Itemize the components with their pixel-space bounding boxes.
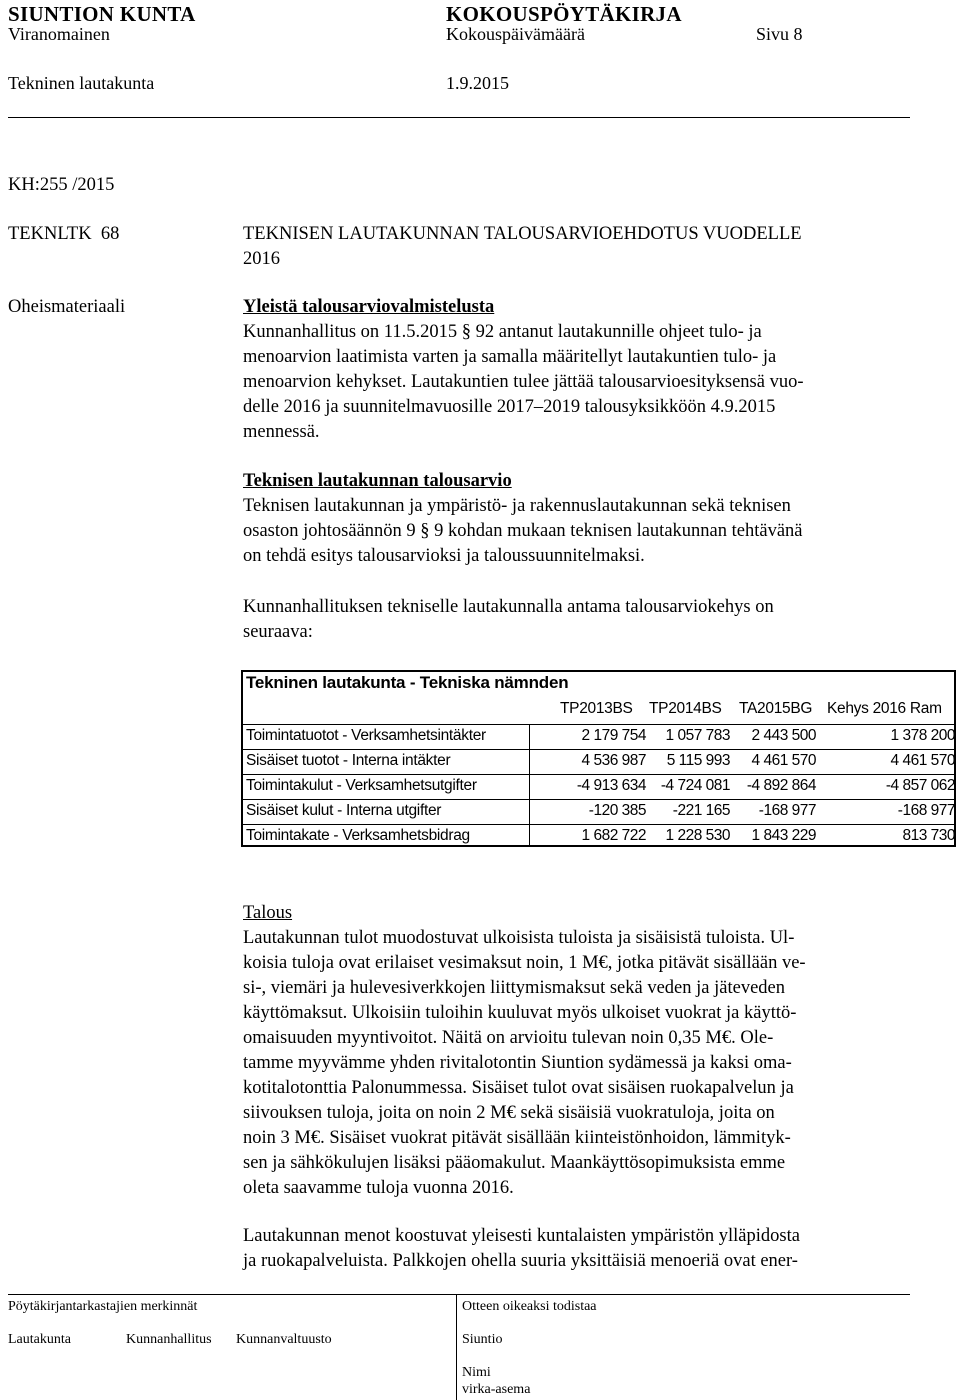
section-technical-board-budget	[243, 469, 903, 569]
position-label: virka-asema	[462, 1382, 531, 1397]
cell-value: 1 057 783	[665, 727, 730, 744]
municipality-name: SIUNTION KUNTA	[8, 2, 196, 26]
cell-value: 5 115 993	[666, 752, 730, 769]
column-header: TP2014BS	[649, 700, 722, 717]
page-number: Sivu 8	[756, 24, 803, 44]
paragraph-line: siivouksen tuloja, joita on noin 2 M€ sekä sisäisiä vuokratuloja, joita on	[243, 1103, 775, 1123]
header-divider	[8, 117, 910, 118]
authority-label: Viranomainen	[8, 24, 110, 44]
footer-column-divider	[456, 1295, 457, 1400]
section-heading: Yleistä talousarviovalmistelusta	[243, 297, 495, 317]
cell-value: 1 682 722	[581, 827, 646, 844]
paragraph-line: omaisuuden myyntivoitot. Näitä on arvioitu tulevan noin 0,35 M€. Ole-	[243, 1028, 774, 1048]
table-title: Tekninen lautakunta - Tekniska nämnden	[246, 673, 569, 692]
cell-value: 1 843 229	[751, 827, 816, 844]
paragraph-line: menoarvion laatimista varten ja samalla määritellyt lautakuntien tulo- ja	[243, 347, 777, 367]
cell-value: -4 857 062	[885, 777, 955, 794]
certified-copy-heading: Otteen oikeaksi todistaa	[462, 1299, 597, 1314]
name-label: Nimi	[462, 1365, 491, 1380]
meeting-date-label: Kokouspäivämäärä	[446, 24, 585, 44]
section-finances	[243, 901, 903, 1201]
cell-value: 4 461 570	[751, 752, 816, 769]
footer-divider	[8, 1294, 910, 1295]
paragraph-line: delle 2016 ja suunnitelmavuosille 2017–2019 talousyksikköön 4.9.2015	[243, 397, 776, 417]
cell-value: 1 378 200	[890, 727, 955, 744]
column-header: Kehys 2016 Ram	[827, 700, 942, 717]
cell-value: 1 228 530	[665, 827, 730, 844]
paragraph-line: menoarvion kehykset. Lautakuntien tulee jättää talousarvioesityksensä vuo-	[243, 372, 804, 392]
paragraph-line: osaston johtosäännön 9 § 9 kohdan mukaan teknisen lautakunnan tehtävänä	[243, 521, 803, 541]
meeting-date: 1.9.2015	[446, 73, 509, 93]
table-row	[243, 750, 956, 775]
paragraph-line: tamme myyvämme yhden rivitalotontin Siuntion sydämessä ja kaksi oma-	[243, 1053, 792, 1073]
certification-place: Siuntio	[462, 1332, 503, 1347]
paragraph-line: Lautakunnan tulot muodostuvat ulkoisista tuloista ja sisäisistä tuloista. Ul-	[243, 928, 795, 948]
table-row	[243, 775, 956, 800]
footer-org-board: Lautakunta	[8, 1332, 71, 1347]
section-heading: Talous	[243, 903, 293, 923]
agenda-title-line: 2016	[243, 249, 280, 269]
agenda-title-line: TEKNISEN LAUTAKUNNAN TALOUSARVIOEHDOTUS VUODELLE	[243, 224, 802, 244]
cell-value: 2 179 754	[581, 727, 646, 744]
paragraph-line: ja ruokapalveluista. Palkkojen ohella suuria yksittäisiä menoeriä ovat ener-	[243, 1251, 798, 1271]
paragraph-line: Lautakunnan menot koostuvat yleisesti kuntalaisten ympäristön ylläpidosta	[243, 1226, 800, 1246]
paragraph-line: Kunnanhallitus on 11.5.2015 § 92 antanut lautakunnille ohjeet tulo- ja	[243, 322, 762, 342]
paragraph-line: seuraava:	[243, 622, 313, 642]
cell-value: -4 724 081	[660, 777, 730, 794]
kh-reference: KH:255 /2015	[8, 175, 115, 195]
cell-value: -4 913 634	[576, 777, 646, 794]
reviewers-notes-heading: Pöytäkirjantarkastajien merkinnät	[8, 1299, 198, 1314]
column-header: TP2013BS	[560, 700, 633, 717]
section-heading: Teknisen lautakunnan talousarvio	[243, 471, 512, 491]
table-row	[243, 725, 956, 750]
agenda-title	[243, 222, 903, 272]
cell-value: -221 165	[672, 802, 730, 819]
cell-value: -4 892 864	[746, 777, 816, 794]
document-type: KOKOUSPÖYTÄKIRJA	[446, 2, 682, 26]
table-row	[243, 825, 956, 850]
footer-org-council-board: Kunnanhallitus	[126, 1332, 212, 1347]
footer-org-council: Kunnanvaltuusto	[236, 1332, 332, 1347]
section-general-budget	[243, 295, 903, 445]
cell-value: 813 730	[902, 827, 955, 844]
attachments-label: Oheismateriaali	[8, 297, 126, 317]
cell-value: 4 461 570	[890, 752, 955, 769]
teknltk-reference: TEKNLTK 68	[8, 224, 120, 244]
paragraph-line: käyttömaksut. Ulkoisiin tuloihin kuuluvat myös ulkoiset vuokrat ja käyttö-	[243, 1003, 797, 1023]
section-expenses	[243, 1224, 903, 1274]
budget-framework-table	[241, 670, 956, 847]
paragraph-line: sen ja sähkökulujen lisäksi pääomakulut. Maankäyttösopimuksista emme	[243, 1153, 786, 1173]
authority-name: Tekninen lautakunta	[8, 73, 155, 93]
section-framework-intro	[243, 595, 903, 645]
row-label: Toimintatuotot - Verksamhetsintäkter	[246, 727, 486, 744]
column-header: TA2015BG	[739, 700, 813, 717]
cell-value: 4 536 987	[581, 752, 646, 769]
cell-value: -120 385	[588, 802, 646, 819]
cell-value: 2 443 500	[751, 727, 816, 744]
paragraph-line: mennessä.	[243, 422, 320, 442]
cell-value: -168 977	[758, 802, 816, 819]
paragraph-line: koisia tuloja ovat erilaiset vesimaksut noin, 1 M€, jotka pitävät sisällään ve-	[243, 953, 806, 973]
row-label: Sisäiset kulut - Interna utgifter	[246, 802, 442, 819]
paragraph-line: oleta saavamme tuloja vuonna 2016.	[243, 1178, 514, 1198]
paragraph-line: Kunnanhallituksen tekniselle lautakunnalla antama talousarviokehys on	[243, 597, 774, 617]
paragraph-line: on tehdä esitys talousarvioksi ja taloussuunnitelmaksi.	[243, 546, 645, 566]
row-label: Toimintakulut - Verksamhetsutgifter	[246, 777, 477, 794]
table-row	[243, 800, 956, 825]
paragraph-line: si-, viemäri ja hulevesiverkkojen liittymismaksut sekä veden ja jäteveden	[243, 978, 785, 998]
row-label: Toimintakate - Verksamhetsbidrag	[246, 827, 470, 844]
paragraph-line: kotitalotonttia Palonummessa. Sisäiset tulot ovat sisäisen ruokapalvelun ja	[243, 1078, 794, 1098]
paragraph-line: Teknisen lautakunnan ja ympäristö- ja rakennuslautakunnan sekä teknisen	[243, 496, 791, 516]
cell-value: -168 977	[897, 802, 955, 819]
paragraph-line: noin 3 M€. Sisäiset vuokrat pitävät sisällään kiinteistönhoidon, lämmityk-	[243, 1128, 791, 1148]
row-label: Sisäiset tuotot - Interna intäkter	[246, 752, 451, 769]
